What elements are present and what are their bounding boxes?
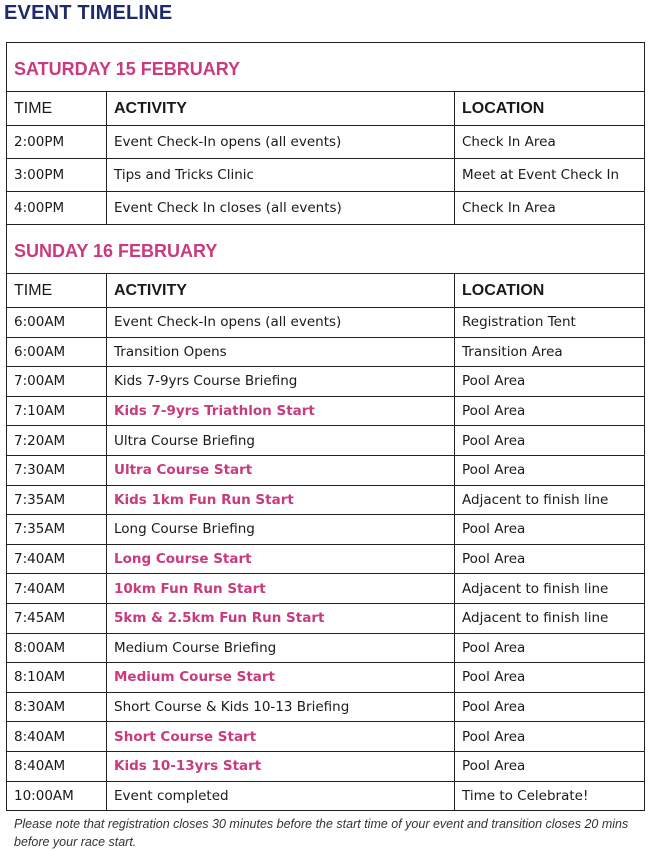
location-cell: Adjacent to finish line <box>455 603 645 633</box>
time-cell: 3:00PM <box>7 159 107 192</box>
activity-cell: 5km & 2.5km Fun Run Start <box>107 603 455 633</box>
activity-cell: Kids 7-9yrs Triathlon Start <box>107 396 455 426</box>
time-cell: 7:00AM <box>7 367 107 397</box>
activity-cell: Event Check In closes (all events) <box>107 192 455 225</box>
time-cell: 8:40AM <box>7 722 107 752</box>
location-cell: Pool Area <box>455 396 645 426</box>
activity-cell: Ultra Course Briefing <box>107 426 455 456</box>
location-cell: Registration Tent <box>455 308 645 338</box>
activity-column-header: ACTIVITY <box>107 92 455 126</box>
activity-cell: 10km Fun Run Start <box>107 574 455 604</box>
activity-cell: Event Check-In opens (all events) <box>107 126 455 159</box>
activity-cell: Ultra Course Start <box>107 455 455 485</box>
time-cell: 2:00PM <box>7 126 107 159</box>
time-cell: 7:45AM <box>7 603 107 633</box>
table-row <box>7 515 645 545</box>
column-header-row <box>7 92 645 126</box>
day-heading-row <box>7 225 645 274</box>
table-row <box>7 544 645 574</box>
time-cell: 6:00AM <box>7 308 107 338</box>
table-row <box>7 633 645 663</box>
time-cell: 10:00AM <box>7 781 107 811</box>
location-cell: Meet at Event Check In <box>455 159 645 192</box>
time-cell: 7:10AM <box>7 396 107 426</box>
page-title: EVENT TIMELINE <box>4 2 173 24</box>
activity-column-header: ACTIVITY <box>107 274 455 308</box>
location-column-header: LOCATION <box>455 92 645 126</box>
activity-cell: Kids 1km Fun Run Start <box>107 485 455 515</box>
time-cell: 7:40AM <box>7 574 107 604</box>
time-cell: 8:00AM <box>7 633 107 663</box>
location-cell: Pool Area <box>455 692 645 722</box>
registration-footnote: Please note that registration closes 30 minutes before the start time of your event and transition closes 20 mins before your race start. <box>14 817 629 849</box>
activity-cell: Tips and Tricks Clinic <box>107 159 455 192</box>
time-cell: 8:10AM <box>7 663 107 693</box>
time-column-header: TIME <box>7 92 107 126</box>
table-row <box>7 367 645 397</box>
activity-cell: Short Course Start <box>107 722 455 752</box>
table-row <box>7 308 645 338</box>
activity-cell: Event Check-In opens (all events) <box>107 308 455 338</box>
activity-cell: Kids 7-9yrs Course Briefing <box>107 367 455 397</box>
location-cell: Adjacent to finish line <box>455 485 645 515</box>
time-column-header: TIME <box>7 274 107 308</box>
activity-cell: Long Course Briefing <box>107 515 455 545</box>
table-row <box>7 485 645 515</box>
table-row <box>7 722 645 752</box>
location-cell: Pool Area <box>455 544 645 574</box>
table-row <box>7 455 645 485</box>
location-cell: Pool Area <box>455 515 645 545</box>
location-cell: Pool Area <box>455 751 645 781</box>
time-cell: 8:40AM <box>7 751 107 781</box>
activity-cell: Long Course Start <box>107 544 455 574</box>
time-cell: 7:30AM <box>7 455 107 485</box>
activity-cell: Kids 10-13yrs Start <box>107 751 455 781</box>
table-row <box>7 159 645 192</box>
location-cell: Check In Area <box>455 192 645 225</box>
time-cell: 8:30AM <box>7 692 107 722</box>
location-cell: Pool Area <box>455 722 645 752</box>
table-row <box>7 692 645 722</box>
location-cell: Adjacent to finish line <box>455 574 645 604</box>
table-row <box>7 126 645 159</box>
table-row <box>7 337 645 367</box>
table-row <box>7 781 645 811</box>
activity-cell: Transition Opens <box>107 337 455 367</box>
time-cell: 7:35AM <box>7 485 107 515</box>
location-cell: Transition Area <box>455 337 645 367</box>
location-column-header: LOCATION <box>455 274 645 308</box>
location-cell: Pool Area <box>455 633 645 663</box>
location-cell: Pool Area <box>455 663 645 693</box>
location-cell: Pool Area <box>455 426 645 456</box>
activity-cell: Medium Course Briefing <box>107 633 455 663</box>
activity-cell: Short Course & Kids 10-13 Briefing <box>107 692 455 722</box>
activity-cell: Event completed <box>107 781 455 811</box>
activity-cell: Medium Course Start <box>107 663 455 693</box>
column-header-row <box>7 274 645 308</box>
location-cell: Pool Area <box>455 455 645 485</box>
day-heading: SATURDAY 15 FEBRUARY <box>7 43 645 92</box>
time-cell: 7:20AM <box>7 426 107 456</box>
table-row <box>7 663 645 693</box>
table-row <box>7 396 645 426</box>
time-cell: 7:35AM <box>7 515 107 545</box>
table-row <box>7 751 645 781</box>
time-cell: 7:40AM <box>7 544 107 574</box>
location-cell: Time to Celebrate! <box>455 781 645 811</box>
location-cell: Pool Area <box>455 367 645 397</box>
day-heading-row <box>7 43 645 92</box>
time-cell: 4:00PM <box>7 192 107 225</box>
day-heading: SUNDAY 16 FEBRUARY <box>7 225 645 274</box>
time-cell: 6:00AM <box>7 337 107 367</box>
table-row <box>7 603 645 633</box>
table-row <box>7 192 645 225</box>
table-row <box>7 574 645 604</box>
table-row <box>7 426 645 456</box>
event-timeline-table <box>6 42 645 811</box>
location-cell: Check In Area <box>455 126 645 159</box>
